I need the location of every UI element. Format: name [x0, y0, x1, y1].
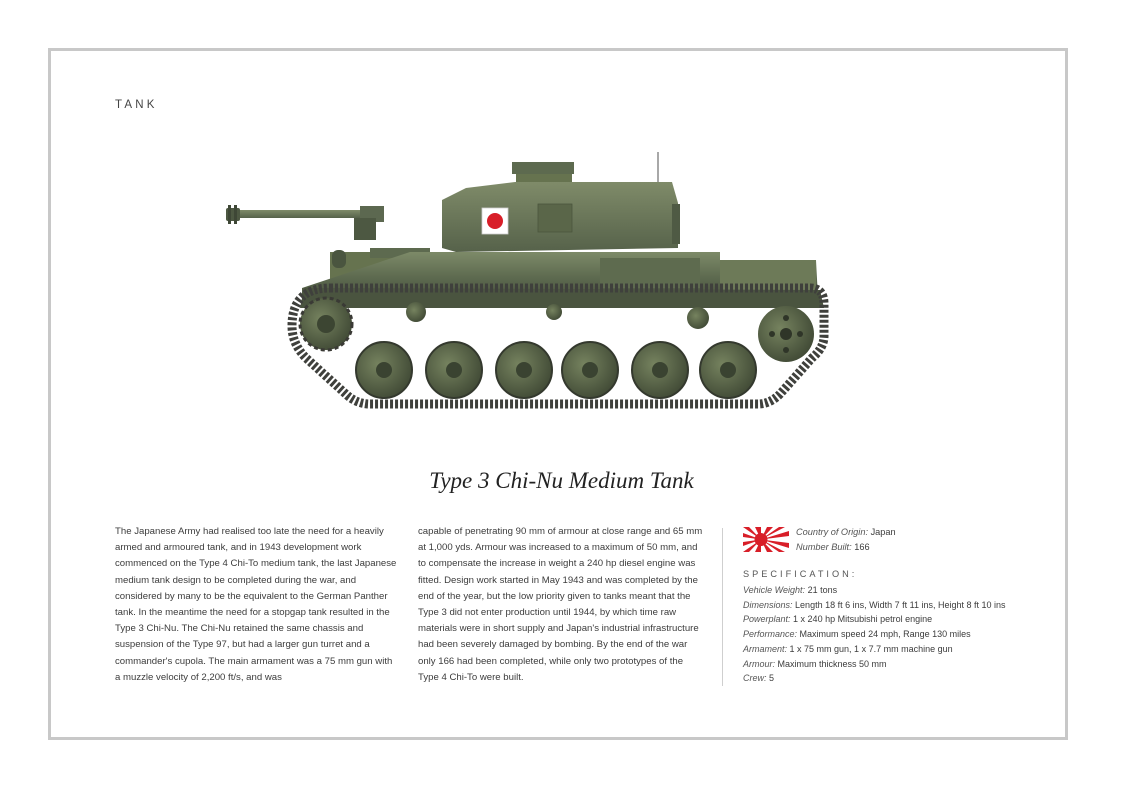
road-wheel	[700, 342, 756, 398]
spec-armament: Armament: 1 x 75 mm gun, 1 x 7.7 mm machine gun	[743, 643, 953, 654]
specification-heading: SPECIFICATION:	[743, 569, 858, 579]
number-built: Number Built: 166	[796, 542, 870, 552]
spec-crew: Crew: 5	[743, 673, 775, 684]
spec-dimensions: Dimensions: Length 18 ft 6 ins, Width 7 ft 11 ins, Height 8 ft 10 ins	[743, 599, 1006, 610]
road-wheel	[426, 342, 482, 398]
hinomaru-roundel-icon	[487, 213, 503, 229]
turret	[442, 162, 680, 252]
specification-list	[743, 583, 1006, 686]
road-wheel	[496, 342, 552, 398]
idler-wheel	[758, 306, 814, 362]
country-of-origin: Country of Origin: Japan	[796, 527, 896, 537]
column-divider	[722, 528, 723, 686]
road-wheels	[356, 342, 756, 398]
description-column-2: capable of penetrating 90 mm of armour at close range and 65 mm at 1,000 yds. Armour was increased to a maximum of 50 mm, and to compensate the increase in weight a 240 hp diesel engine was fitted. Design work started in May 1943 and was completed by the end of the year, but the low priority given to tanks meant that the Type 3 did not enter production until 1944, by which time raw materials were in short supply and Japan's industrial infrastructure had been severely damaged by bombing. By the end of the war only 166 had been completed, while only two prototypes of the Type 4 Chi-To were built.	[418, 526, 703, 683]
rising-sun-flag-icon	[743, 527, 789, 552]
tank-illustration	[220, 148, 832, 410]
page-title: Type 3 Chi-Nu Medium Tank	[429, 468, 694, 493]
origin-info	[796, 525, 896, 555]
road-wheel	[356, 342, 412, 398]
hull	[300, 248, 824, 308]
spec-armour: Armour: Maximum thickness 50 mm	[743, 658, 887, 669]
road-wheel	[632, 342, 688, 398]
spec-powerplant: Powerplant: 1 x 240 hp Mitsubishi petrol engine	[743, 614, 933, 625]
spec-performance: Performance: Maximum speed 24 mph, Range 130 miles	[743, 629, 971, 640]
main-gun	[226, 205, 384, 240]
category-label: TANK	[115, 99, 158, 111]
spec-vehicle-weight: Vehicle Weight: 21 tons	[743, 585, 838, 595]
drive-sprocket	[300, 298, 352, 350]
road-wheel	[562, 342, 618, 398]
description-column-1: The Japanese Army had realised too late the need for a heavily armed and armoured tank, and in 1943 development work commenced on the Type 4 Chi-To medium tank, the last Japanese medium tank design to be completed during the war, and considered by many to be the equivalent to the German Panther tank. In the meantime the need for a stopgap tank resulted in the Type 3 Chi-Nu. The Chi-Nu retained the same chassis and suspension of the Type 97, but had a larger gun turret and a commander's cupola. The main armament was a 75 mm gun with a muzzle velocity of 2,200 ft/s, and was	[115, 526, 397, 683]
